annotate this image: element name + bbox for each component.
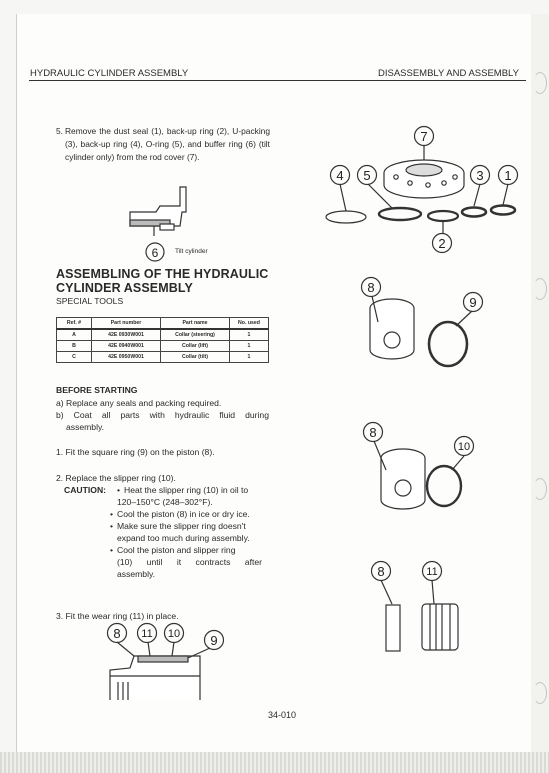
step-5-number: 5. — [56, 126, 63, 136]
callout-1: 1 — [504, 168, 512, 183]
step-1: 1. Fit the square ring (9) on the piston (8). — [56, 447, 215, 457]
piston-slipper-ring-figure — [374, 441, 464, 509]
before-starting-b-line1: b) Coat all parts with hydraulic fluid during — [56, 410, 269, 420]
before-starting-b-line2: assembly. — [66, 422, 105, 432]
before-starting-heading: BEFORE STARTING — [56, 385, 138, 395]
callout-8: 8 — [113, 626, 121, 641]
bullet: • — [117, 485, 121, 495]
callout-11: 11 — [426, 566, 438, 578]
caution-heat-temp: 120–150°C (248–302°F). — [117, 497, 213, 507]
callout-8: 8 — [367, 280, 375, 295]
callout-11: 11 — [141, 628, 153, 640]
backup-ring-2 — [428, 211, 458, 221]
callout-9: 9 — [210, 633, 218, 648]
bullet: • — [110, 521, 114, 531]
callout-5: 5 — [363, 168, 371, 183]
bullet: • — [110, 545, 114, 555]
callout-4: 4 — [336, 168, 344, 183]
tilt-cylinder-figure — [130, 187, 186, 236]
col-ref: Ref. # — [57, 318, 92, 330]
callout-10: 10 — [167, 628, 181, 640]
caution-cool-ring: Cool the piston and slipper ring — [117, 545, 236, 555]
section-title-line2: CYLINDER ASSEMBLY — [56, 281, 193, 295]
header-section: DISASSEMBLY AND ASSEMBLY — [378, 68, 519, 79]
caution-expand-line2: expand too much during assembly. — [117, 533, 250, 543]
piston-square-ring-figure — [370, 296, 472, 366]
caution-label: CAUTION: — [64, 485, 107, 495]
step-5-text: Remove the dust seal (1), back-up ring (2), U-packing (3), back-up ring (4), O-ring (5), and buffer ring (6) (tilt cylinder only) from the rod cover (7). — [65, 126, 270, 162]
o-ring-5 — [379, 208, 421, 220]
piston-wear-ring-figure — [381, 580, 458, 651]
table-cell: Collar (lift) — [161, 341, 230, 352]
before-starting-a: a) Replace any seals and packing required. — [56, 398, 222, 408]
wear-ring-assembly-figure — [110, 642, 210, 700]
tilt-cylinder-caption: Tilt cylinder — [175, 248, 208, 255]
table-cell: 1 — [230, 352, 269, 363]
table-cell: A — [57, 329, 92, 341]
table-cell: C — [57, 352, 92, 363]
caution-cool-ring-line3: assembly. — [117, 569, 156, 579]
callout-2: 2 — [438, 236, 446, 251]
step-3: 3. Fit the wear ring (11) in place. — [56, 611, 179, 621]
backup-ring-4 — [326, 211, 366, 223]
caution-heat: Heat the slipper ring (10) in oil to — [124, 485, 249, 495]
callout-9: 9 — [469, 295, 477, 310]
step-2: 2. Replace the slipper ring (10). — [56, 473, 176, 483]
callout-8: 8 — [369, 425, 377, 440]
header-title: HYDRAULIC CYLINDER ASSEMBLY — [30, 68, 189, 79]
bullet: • — [110, 509, 114, 519]
callout-8: 8 — [377, 564, 385, 579]
caution-cool-ring-line2: (10) until it contracts after — [117, 557, 262, 567]
table-cell: 42E 0930W001 — [92, 329, 161, 341]
caution-expand: Make sure the slipper ring doesn't — [117, 521, 246, 531]
col-no-used: No. used — [230, 318, 269, 330]
col-part-number: Part number — [92, 318, 161, 330]
callout-10: 10 — [457, 441, 471, 453]
col-part-name: Part name — [161, 318, 230, 330]
table-cell: 42E 0950W001 — [92, 352, 161, 363]
u-packing-3 — [462, 208, 486, 217]
special-tools-label: SPECIAL TOOLS — [56, 296, 124, 306]
table-cell: 1 — [230, 329, 269, 341]
callout-3: 3 — [476, 168, 484, 183]
section-title-line1: ASSEMBLING OF THE HYDRAULIC — [56, 267, 269, 281]
callout-7: 7 — [420, 129, 428, 144]
page-number: 34-010 — [268, 710, 297, 720]
table-cell: 1 — [230, 341, 269, 352]
dust-seal-1 — [491, 206, 515, 215]
table-cell: 42E 0940W001 — [92, 341, 161, 352]
table-cell: B — [57, 341, 92, 352]
table-cell: Collar (tilt) — [161, 352, 230, 363]
table-cell: Collar (steering) — [161, 329, 230, 341]
callout-6: 6 — [151, 246, 159, 260]
rod-cover-figure — [384, 146, 464, 198]
caution-cool-piston: Cool the piston (8) in ice or dry ice. — [117, 509, 250, 519]
